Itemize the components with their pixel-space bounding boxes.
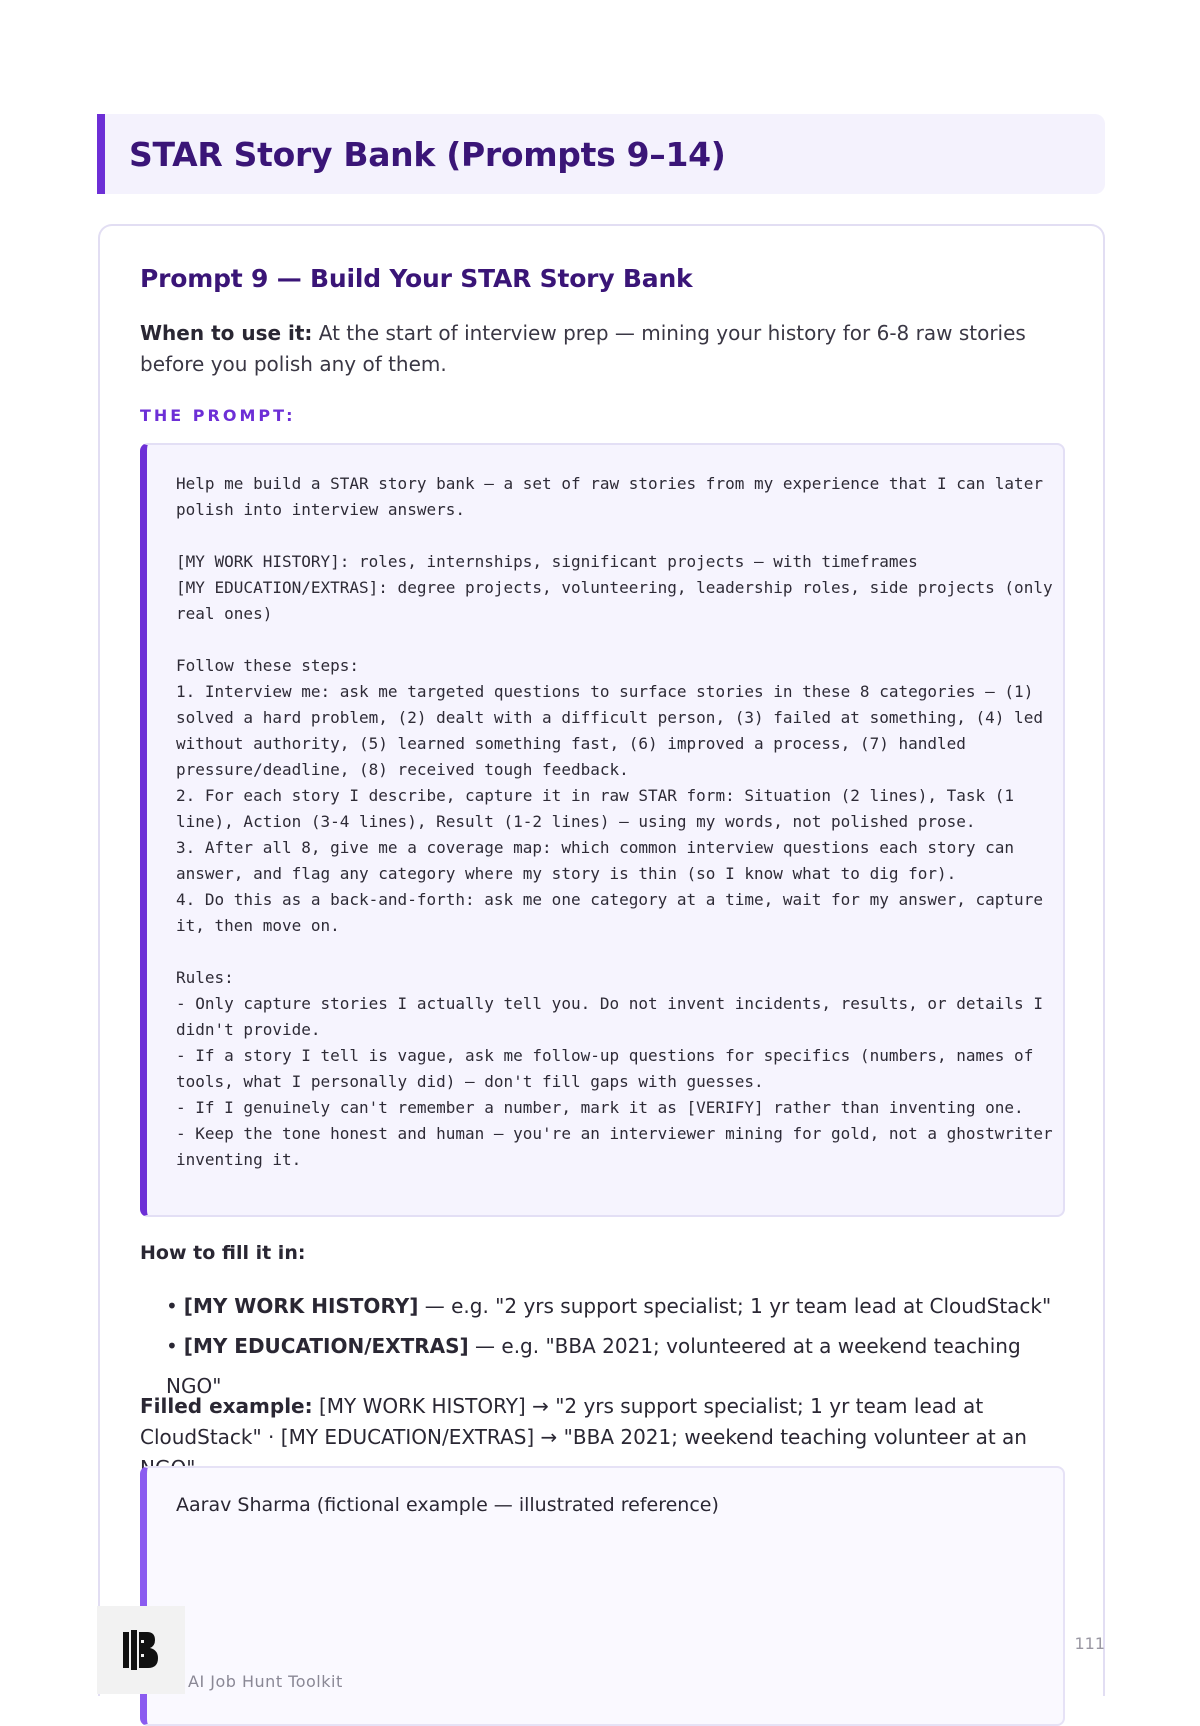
prompt-card xyxy=(98,224,1105,1696)
prompt-heading: Prompt 9 — Build Your STAR Story Bank xyxy=(140,264,693,293)
fill-text: — e.g. "2 yrs support specialist; 1 yr team lead at CloudStack" xyxy=(418,1294,1052,1318)
fill-key: [MY WORK HISTORY] xyxy=(183,1294,419,1318)
footer-brand: AI Job Hunt Toolkit xyxy=(188,1672,343,1691)
when-label: When to use it: xyxy=(140,321,313,345)
bullet: • xyxy=(166,1334,178,1358)
prompt-label: THE PROMPT: xyxy=(140,406,296,425)
filled-label: Filled example: xyxy=(140,1394,313,1418)
prompt-code-block xyxy=(140,443,1065,1217)
bullet: • xyxy=(166,1294,178,1318)
fill-heading: How to fill it in: xyxy=(140,1242,306,1264)
section-banner xyxy=(97,114,1105,194)
fill-text: — e.g. "BBA 2021; volunteered at a weekend teaching NGO" xyxy=(166,1334,1021,1398)
prompt-code-text: Help me build a STAR story bank — a set of raw stories from my experience that I can later polish into interview answers. [MY WORK HISTORY]: roles, internships, significant projects — with timeframes [MY EDUCATION/EXTRAS]: degree projects, volunteering, leadership roles, side projects (only real ones) Follow these steps: 1. Interview me: ask me targeted questions to surface stories in these 8 categories — (1) solved a hard problem, (2) dealt with a difficult person, (3) failed at something, (4) led without authority, (5) learned something fast, (6) improved a process, (7) handled pressure/deadline, (8) received tough feedback. 2. For each story I describe, capture it in raw STAR form: Situation (2 lines), Task (1 line), Action (3-4 lines), Result (1-2 lines) — using my words, not polished prose. 3. After all 8, give me a coverage map: which common interview questions each story can answer, and flag any category where my story is thin (so I know what to dig for). 4. Do this as a back-and-forth: ask me one category at a time, wait for my answer, capture it, then move on. Rules: - Only capture stories I actually tell you. Do not invent incidents, results, or details I didn't provide. - If a story I tell is vague, ask me follow-up questions for specifics (numbers, names of tools, what I personally did) — don't fill gaps with guesses. - If I genuinely can't remember a number, mark it as [VERIFY] rather than inventing one. - Keep the tone honest and human — you're an interviewer mining for gold, not a ghostwriter inventing it. xyxy=(176,474,1053,1169)
example-caption: Aarav Sharma (fictional example — illustrated reference) xyxy=(176,1494,719,1516)
logo-mark xyxy=(121,1628,161,1672)
toolkit-logo-icon xyxy=(97,1606,185,1694)
when-text: At the start of interview prep — mining your history for 6-8 raw stories before you polish any of them. xyxy=(140,321,1026,376)
filled-text: [MY WORK HISTORY] → "2 yrs support specialist; 1 yr team lead at CloudStack" · [MY EDUCATION/EXTRAS] → "BBA 2021; weekend teaching volunteer at an xyxy=(140,1394,1027,1449)
fill-list xyxy=(166,1286,1063,1406)
page-number: 111 xyxy=(1074,1634,1105,1653)
section-title: STAR Story Bank (Prompts 9–14) xyxy=(129,134,726,174)
list-item xyxy=(166,1286,1063,1326)
fill-key: [MY EDUCATION/EXTRAS] xyxy=(183,1334,469,1358)
when-to-use xyxy=(140,318,1070,380)
